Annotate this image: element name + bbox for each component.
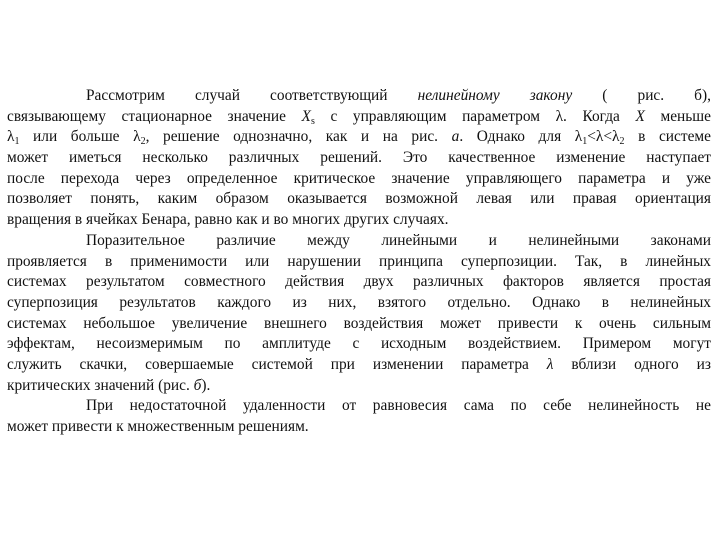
text-run: проявляется в применимости или нарушении принципа суперпозиции. Так, в линейных [7, 252, 711, 270]
italic-run: б [193, 376, 202, 394]
subscript: 1 [582, 136, 588, 148]
italic-run: λ [546, 355, 554, 373]
text-run: с управляющим параметром λ. Когда [314, 107, 636, 125]
paragraph [7, 86, 711, 231]
text-run: критических значений (рис. [7, 376, 194, 394]
text-run: позволяет понять, каким образом оказывается возможной левая или правая ориентация [7, 190, 711, 208]
text-run: после перехода через определенное критическое значение управляющего параметра и уже [7, 169, 711, 187]
italic-run: X [301, 107, 311, 125]
text-run: , решение однозначно, как и на рис. [145, 128, 452, 146]
text-run: системах небольшое увеличение внешнего воздействия может привести к очень сильным [7, 314, 711, 332]
text-run: эффектам, несоизмеримым по амплитуде с исходным воздействием. Примером могут [7, 335, 711, 353]
paragraph [7, 396, 711, 437]
text-line [7, 272, 711, 293]
text-line [7, 148, 711, 169]
paragraph [7, 231, 711, 397]
text-line [7, 376, 711, 397]
text-line [7, 210, 711, 231]
text-line [7, 314, 711, 335]
text-line [7, 189, 711, 210]
text-line [7, 293, 711, 314]
text-run: связывающему стационарное значение [7, 107, 302, 125]
text-run: может иметься несколько различных решений. Это качественное изменение наступает [7, 149, 711, 167]
text-run: <λ<λ [587, 128, 620, 146]
text-run: вблизи одного из [553, 355, 711, 373]
subscript: s [310, 115, 315, 127]
text-line [7, 107, 711, 128]
italic-run: а [451, 128, 460, 146]
text-run: или больше λ [19, 128, 141, 146]
italic-run: нелинейному закону [417, 87, 573, 104]
text-run: . Однако для λ [459, 128, 583, 146]
italic-run: X [635, 107, 645, 125]
text-run: Поразительное различие между линейными и нелинейными законами [86, 231, 711, 249]
subscript: 2 [619, 136, 625, 148]
text-line [7, 252, 711, 273]
subscript: 2 [140, 136, 146, 148]
text-line [7, 334, 711, 355]
text-line [7, 127, 711, 148]
text-line [7, 231, 711, 252]
text-line [7, 396, 711, 417]
subscript: 1 [14, 136, 20, 148]
body-text [7, 86, 711, 438]
text-run: ( рис. б), [572, 87, 711, 104]
text-run: ). [201, 376, 211, 394]
text-line [7, 86, 711, 107]
text-run: Рассмотрим случай соответствующий [86, 87, 418, 104]
text-line [7, 169, 711, 190]
text-run: системах результатом совместного действия двух различных факторов является простая [7, 273, 711, 291]
text-run: При недостаточной удаленности от равновесия сама по себе нелинейность не [86, 397, 711, 415]
text-run: меньше [644, 107, 711, 125]
text-run: может привести к множественным решениям. [7, 418, 309, 435]
text-run: вращения в ячейках Бенара, равно как и во многих других случаях. [7, 211, 449, 229]
text-line [7, 417, 711, 438]
text-line [7, 355, 711, 376]
text-run: суперпозиция результатов каждого из них, взятого отдельно. Однако в нелинейных [7, 293, 711, 311]
text-run: λ [7, 128, 15, 146]
text-run: служить скачки, совершаемые системой при изменении параметра [7, 355, 547, 373]
text-run: в системе [624, 128, 711, 146]
